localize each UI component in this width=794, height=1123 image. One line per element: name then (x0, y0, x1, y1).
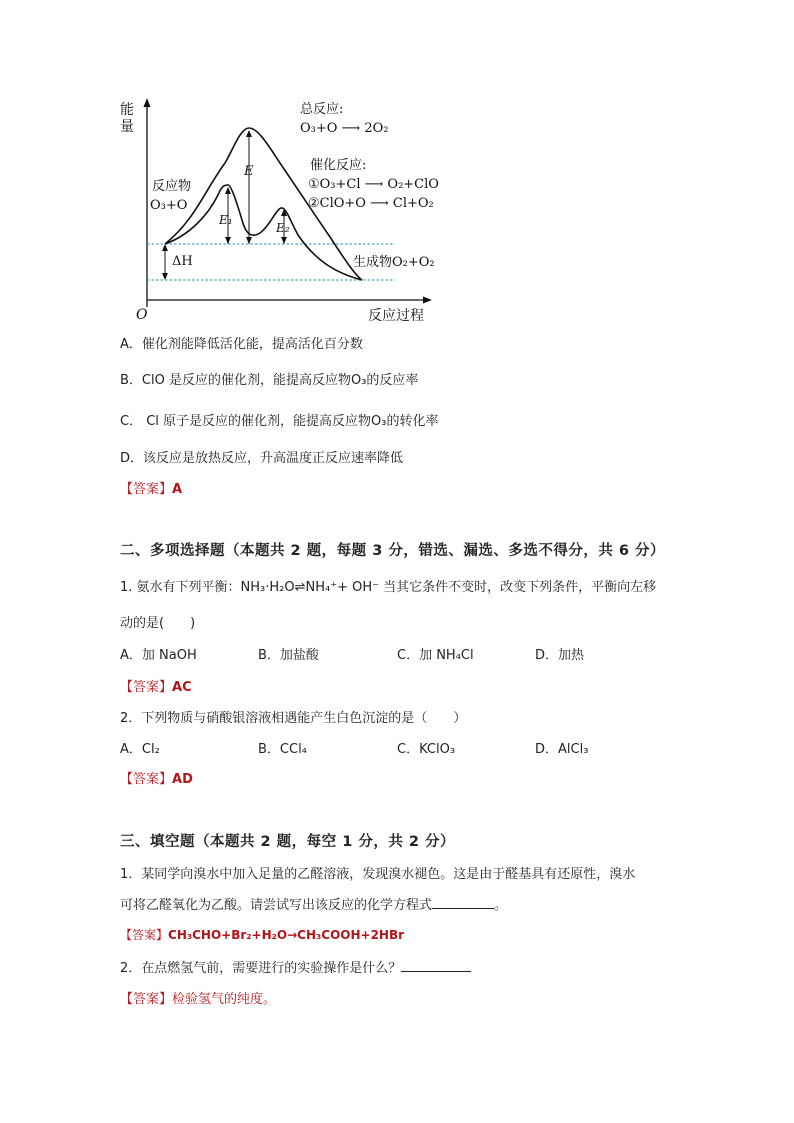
s2-q2-option-c: C．KClO₃ (397, 742, 456, 757)
s3-q1-line2-end: 。 (494, 898, 508, 913)
option-d: D．该反应是放热反应，升高温度正反应速率降低 (120, 451, 404, 466)
reactant-label: 反应物 (152, 179, 192, 194)
answer-label: 【答案】 (120, 928, 169, 942)
reactant-formula: O₃+O (150, 198, 188, 213)
answer-value: AD (172, 772, 193, 787)
origin-label: O (136, 307, 148, 323)
s2-q1-option-c: C．加 NH₄Cl (397, 648, 474, 663)
s3-q2-text: 2．在点燃氢气前，需要进行的实验操作是什么？ (120, 961, 402, 976)
E-label: E (244, 164, 254, 179)
s2-q1-line1: 1. 氨水有下列平衡：NH₃·H₂O⇌NH₄⁺+ OH⁻ 当其它条件不变时，改变下列条件，平衡向左移 (120, 580, 657, 595)
dH-arrowhead-top (162, 244, 168, 251)
s2-q2-line: 2．下列物质与硝酸银溶液相遇能产生白色沉淀的是（ ） (120, 711, 467, 726)
x-axis-label: 反应过程 (368, 308, 424, 324)
answer-label: 【答案】 (120, 992, 173, 1007)
x-axis-arrow (423, 297, 432, 304)
option-b: B．ClO 是反应的催化剂，能提高反应物O₃的反应率 (120, 373, 419, 388)
answer-label: 【答案】 (120, 482, 173, 497)
E2-label: E₂ (276, 221, 290, 235)
answer-value: AC (172, 680, 192, 695)
E-arrowhead-top (246, 130, 252, 137)
s3-q1-line1: 1．某同学向溴水中加入足量的乙醛溶液，发现溴水褪色。这是由于醛基具有还原性，溴水 (120, 867, 636, 882)
total-reaction-title: 总反应: (300, 102, 344, 117)
catalytic-title: 催化反应: (310, 158, 367, 173)
answer-value: 检验氢气的纯度。 (172, 992, 277, 1007)
s3-q2-line (120, 957, 471, 976)
product-label: 生成物O₂+O₂ (353, 255, 435, 270)
E1-arrowhead-bottom (225, 237, 231, 244)
s2-q1-line2: 动的是( ) (120, 616, 196, 631)
section-3-heading: 三、填空题（本题共 2 题，每空 1 分，共 2 分） (120, 834, 456, 850)
y-axis-arrow (144, 98, 151, 107)
dH-arrowhead-bottom (162, 273, 168, 280)
option-c: C． Cl 原子是反应的催化剂，能提高反应物O₃的转化率 (120, 414, 439, 429)
answer-s2-q2 (120, 768, 193, 787)
s2-q1-option-a: A．加 NaOH (120, 648, 197, 663)
option-a: A．催化剂能降低活化能，提高活化百分数 (120, 337, 363, 352)
answer-s3-q1 (120, 926, 404, 943)
s2-q1-option-b: B．加盐酸 (258, 648, 319, 663)
answer-label: 【答案】 (120, 772, 173, 787)
s2-q2-option-d: D．AlCl₃ (535, 742, 589, 757)
catalytic-step-1: ①O₃+Cl ⟶ O₂+ClO (308, 177, 439, 192)
section-2-heading: 二、多项选择题（本题共 2 题，每题 3 分，错选、漏选、多选不得分，共 6 分） (120, 543, 666, 559)
answer-s3-q2 (120, 988, 276, 1007)
s2-q2-option-a: A．Cl₂ (120, 742, 160, 757)
catalytic-step-2: ②ClO+O ⟶ Cl+O₂ (308, 196, 434, 211)
total-reaction-equation: O₃+O ⟶ 2O₂ (300, 121, 389, 136)
answer-value: A (172, 482, 183, 497)
s3-q1-line2 (120, 894, 507, 913)
answer-blank[interactable] (432, 896, 494, 909)
answer-q0 (120, 478, 182, 497)
E2-arrowhead-bottom (281, 237, 287, 244)
y-label-top: 能 (120, 102, 134, 118)
s3-q1-line2-text: 可将乙醛氧化为乙酸。请尝试写出该反应的化学方程式 (120, 898, 433, 913)
y-label-bottom: 量 (120, 119, 134, 135)
answer-value: CH₃CHO+Br₂+H₂O→CH₃COOH+2HBr (168, 928, 405, 942)
s2-q1-option-d: D．加热 (535, 648, 585, 663)
E1-label: E₁ (219, 213, 233, 227)
answer-s2-q1 (120, 676, 192, 695)
s2-q2-option-b: B．CCl₄ (258, 742, 307, 757)
energy-diagram (110, 95, 450, 325)
answer-label: 【答案】 (120, 680, 173, 695)
answer-blank[interactable] (401, 959, 471, 972)
E-arrowhead-bottom (246, 237, 252, 244)
dH-label: ΔH (172, 254, 193, 269)
